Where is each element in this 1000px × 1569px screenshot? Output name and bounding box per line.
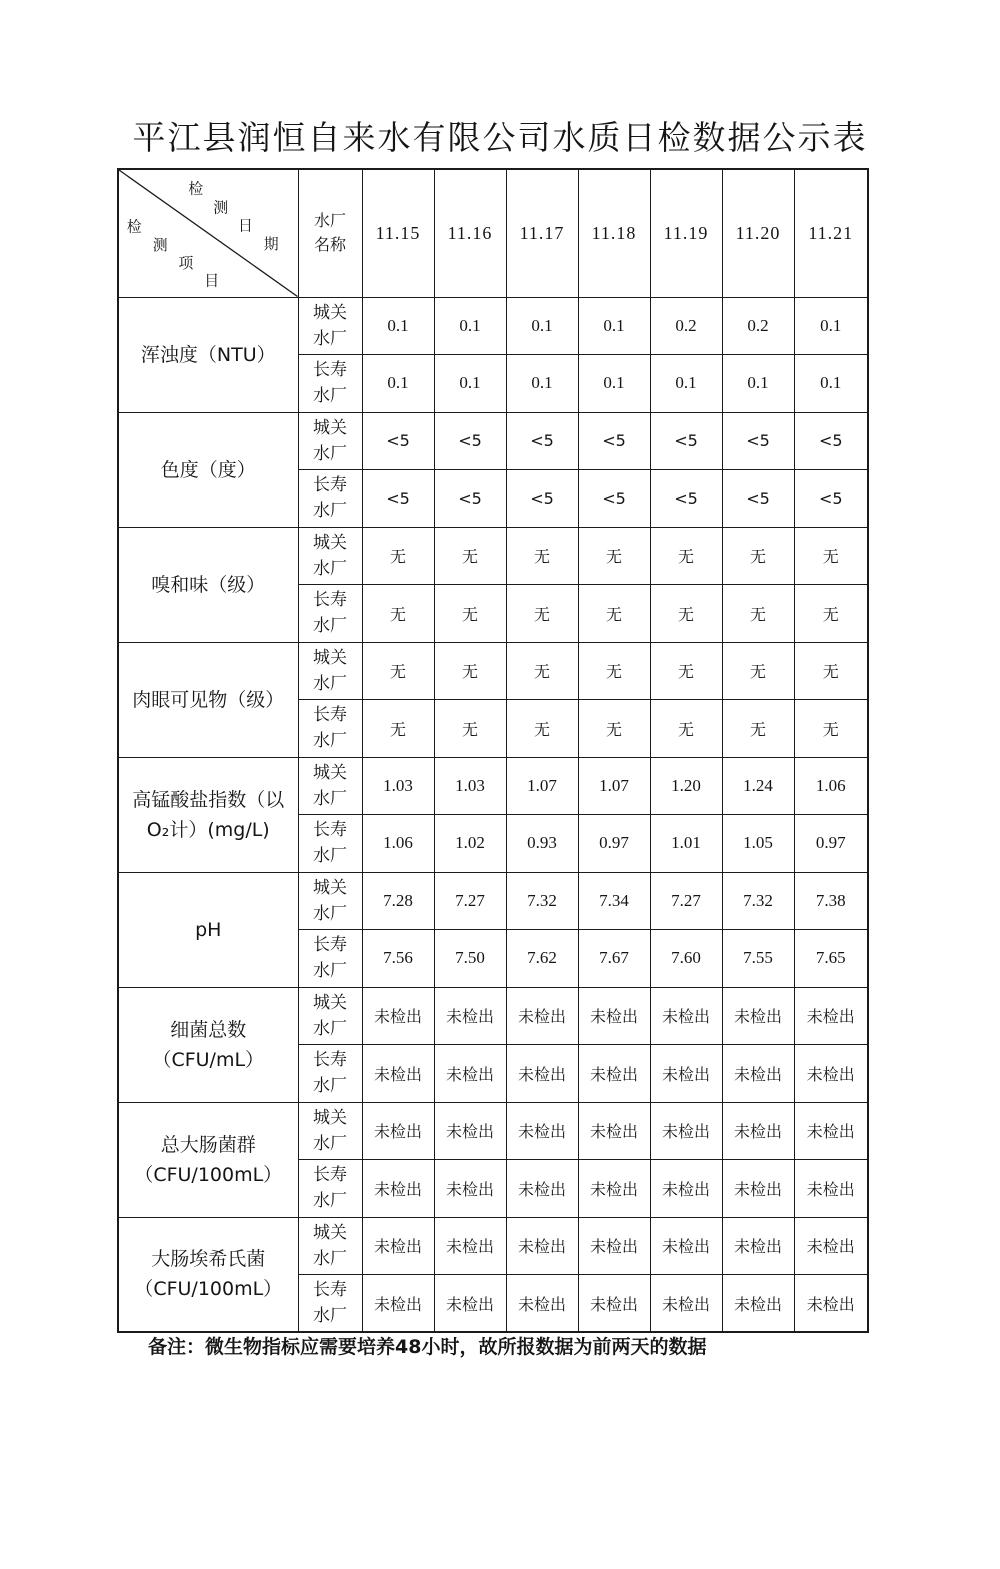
value-cell: 未检出: [578, 1275, 650, 1333]
value-cell: 未检出: [362, 1102, 434, 1160]
value-cell: 未检出: [650, 1217, 722, 1275]
plant-name-line: 长寿: [313, 475, 347, 496]
plant-name-line: 城关: [313, 647, 347, 668]
value-cell: 未检出: [722, 1045, 794, 1103]
value-cell: 7.60: [650, 930, 722, 988]
test-item-label: pH: [195, 918, 222, 941]
value-cell: 未检出: [722, 1160, 794, 1218]
plant-name-cell: [298, 355, 362, 413]
value-cell: <5: [794, 470, 868, 528]
value-cell: 未检出: [722, 987, 794, 1045]
value-cell: 未检出: [650, 987, 722, 1045]
test-item-cell: [118, 527, 298, 642]
plant-name-cell: [298, 527, 362, 585]
page-title: 平江县润恒自来水有限公司水质日检数据公示表: [132, 118, 868, 157]
plant-name-line: 城关: [313, 877, 347, 898]
table-row: [118, 1102, 868, 1160]
value-cell: 未检出: [650, 1102, 722, 1160]
value-cell: 1.07: [578, 757, 650, 815]
value-cell: <5: [362, 470, 434, 528]
value-cell: 无: [650, 527, 722, 585]
value-cell: 7.50: [434, 930, 506, 988]
value-cell: 无: [362, 585, 434, 643]
value-cell: 未检出: [578, 1217, 650, 1275]
table-row: [118, 872, 868, 930]
value-cell: 1.01: [650, 815, 722, 873]
value-cell: 无: [650, 585, 722, 643]
value-cell: 未检出: [722, 1275, 794, 1333]
value-cell: 1.06: [362, 815, 434, 873]
value-cell: 无: [434, 700, 506, 758]
value-cell: <5: [434, 412, 506, 470]
test-item-label: 嗅和味（级）: [151, 573, 266, 596]
plant-name-header: [298, 169, 362, 297]
table-row: [118, 527, 868, 585]
test-item-label: （CFU/100mL）: [134, 1278, 283, 1301]
plant-name-line: 水厂: [313, 673, 347, 694]
value-cell: 0.1: [506, 355, 578, 413]
value-cell: 无: [578, 642, 650, 700]
plant-name-line: 长寿: [313, 820, 347, 841]
plant-name-line: 水厂: [313, 1076, 347, 1097]
plant-name-cell: [298, 1275, 362, 1333]
plant-name-cell: [298, 872, 362, 930]
plant-name-line: 城关: [313, 532, 347, 553]
value-cell: <5: [578, 412, 650, 470]
value-cell: 0.1: [578, 297, 650, 355]
plant-header-line: 水厂: [313, 211, 346, 231]
value-cell: 未检出: [434, 1217, 506, 1275]
plant-name-line: 城关: [313, 417, 347, 438]
plant-name-cell: [298, 1045, 362, 1103]
plant-name-cell: [298, 930, 362, 988]
test-item-cell: [118, 1102, 298, 1217]
value-cell: 0.97: [578, 815, 650, 873]
test-item-cell: [118, 1217, 298, 1332]
test-item-label: 肉眼可见物（级）: [132, 688, 285, 711]
value-cell: 未检出: [578, 1102, 650, 1160]
corner-top-char: 检: [188, 180, 204, 198]
value-cell: 7.55: [722, 930, 794, 988]
corner-bottom-char: 检: [126, 218, 142, 236]
value-cell: 未检出: [506, 987, 578, 1045]
value-cell: 无: [794, 585, 868, 643]
value-cell: 0.1: [506, 297, 578, 355]
value-cell: 未检出: [794, 987, 868, 1045]
value-cell: 未检出: [362, 987, 434, 1045]
value-cell: 1.06: [794, 757, 868, 815]
plant-name-line: 水厂: [313, 1018, 347, 1039]
value-cell: 未检出: [794, 1045, 868, 1103]
value-cell: 0.1: [362, 297, 434, 355]
value-cell: 1.07: [506, 757, 578, 815]
plant-name-line: 水厂: [313, 558, 347, 579]
value-cell: <5: [722, 470, 794, 528]
plant-name-cell: [298, 1102, 362, 1160]
date-header: 11.18: [578, 169, 650, 297]
value-cell: <5: [794, 412, 868, 470]
value-cell: 未检出: [434, 1160, 506, 1218]
value-cell: 未检出: [434, 1045, 506, 1103]
value-cell: 0.1: [650, 355, 722, 413]
value-cell: 无: [650, 642, 722, 700]
value-cell: 未检出: [578, 1045, 650, 1103]
plant-name-line: 水厂: [313, 386, 347, 407]
test-item-cell: [118, 872, 298, 987]
plant-name-cell: [298, 700, 362, 758]
value-cell: <5: [362, 412, 434, 470]
date-header: 11.15: [362, 169, 434, 297]
value-cell: 0.1: [794, 355, 868, 413]
test-item-label: O₂计）(mg/L): [146, 818, 270, 841]
date-header: 11.20: [722, 169, 794, 297]
value-cell: 7.56: [362, 930, 434, 988]
value-cell: 0.1: [434, 355, 506, 413]
plant-name-line: 城关: [313, 302, 347, 323]
test-item-cell: [118, 642, 298, 757]
value-cell: 无: [578, 527, 650, 585]
plant-name-cell: [298, 297, 362, 355]
plant-name-line: 长寿: [313, 1050, 347, 1071]
value-cell: 无: [506, 700, 578, 758]
value-cell: 未检出: [650, 1045, 722, 1103]
value-cell: 1.05: [722, 815, 794, 873]
header-row: [118, 169, 868, 297]
value-cell: <5: [434, 470, 506, 528]
value-cell: 未检出: [362, 1275, 434, 1333]
plant-name-cell: [298, 1217, 362, 1275]
corner-bottom-char: 项: [178, 254, 194, 272]
corner-header-cell: [118, 169, 298, 297]
value-cell: 未检出: [722, 1217, 794, 1275]
value-cell: 未检出: [722, 1102, 794, 1160]
plant-name-line: 长寿: [313, 705, 347, 726]
value-cell: 无: [578, 700, 650, 758]
value-cell: 未检出: [794, 1102, 868, 1160]
value-cell: 未检出: [650, 1160, 722, 1218]
value-cell: 未检出: [362, 1160, 434, 1218]
table-row: [118, 757, 868, 815]
value-cell: 0.1: [578, 355, 650, 413]
value-cell: 0.1: [794, 297, 868, 355]
value-cell: 未检出: [506, 1045, 578, 1103]
plant-name-line: 城关: [313, 1107, 347, 1128]
test-item-label: 大肠埃希氏菌: [151, 1248, 266, 1271]
value-cell: 1.03: [434, 757, 506, 815]
value-cell: 无: [794, 527, 868, 585]
plant-name-line: 长寿: [313, 1280, 347, 1300]
plant-name-line: 城关: [313, 762, 347, 783]
value-cell: 未检出: [506, 1160, 578, 1218]
value-cell: 1.24: [722, 757, 794, 815]
plant-name-line: 水厂: [313, 1191, 347, 1212]
date-header: 11.16: [434, 169, 506, 297]
corner-top-char: 期: [263, 236, 279, 254]
value-cell: 7.38: [794, 872, 868, 930]
water-quality-table: [117, 168, 869, 1333]
value-cell: 无: [722, 585, 794, 643]
footnote: 备注：微生物指标应需要培养48小时，故所报数据为前两天的数据: [148, 1336, 707, 1358]
corner-top-char: 测: [213, 199, 229, 217]
test-item-label: 总大肠菌群: [160, 1133, 256, 1156]
value-cell: 无: [506, 585, 578, 643]
value-cell: 1.03: [362, 757, 434, 815]
value-cell: 7.27: [650, 872, 722, 930]
table-row: [118, 987, 868, 1045]
value-cell: 无: [722, 527, 794, 585]
plant-name-line: 水厂: [313, 1306, 347, 1326]
value-cell: 0.2: [650, 297, 722, 355]
value-cell: 无: [362, 700, 434, 758]
plant-name-line: 水厂: [313, 501, 347, 522]
plant-name-line: 水厂: [313, 903, 347, 924]
plant-header-line: 名称: [313, 235, 346, 255]
value-cell: 0.1: [434, 297, 506, 355]
plant-name-line: 水厂: [313, 788, 347, 809]
corner-bottom-char: 目: [204, 272, 220, 290]
value-cell: 未检出: [362, 1045, 434, 1103]
plant-name-line: 水厂: [313, 616, 347, 637]
test-item-label: （CFU/mL）: [152, 1048, 265, 1071]
plant-name-line: 长寿: [313, 590, 347, 611]
value-cell: <5: [650, 470, 722, 528]
value-cell: <5: [506, 470, 578, 528]
plant-name-line: 水厂: [313, 1133, 347, 1154]
value-cell: 0.97: [794, 815, 868, 873]
plant-name-line: 水厂: [313, 731, 347, 752]
date-header: 11.17: [506, 169, 578, 297]
value-cell: 无: [434, 527, 506, 585]
corner-diagonal: [119, 170, 298, 297]
value-cell: 7.32: [506, 872, 578, 930]
value-cell: 7.67: [578, 930, 650, 988]
value-cell: 无: [434, 642, 506, 700]
plant-name-cell: [298, 642, 362, 700]
plant-name-cell: [298, 470, 362, 528]
value-cell: <5: [722, 412, 794, 470]
value-cell: 未检出: [362, 1217, 434, 1275]
plant-name-line: 水厂: [313, 443, 347, 464]
test-item-cell: [118, 757, 298, 872]
test-item-label: 细菌总数: [170, 1018, 247, 1041]
plant-name-cell: [298, 585, 362, 643]
value-cell: 无: [722, 642, 794, 700]
value-cell: 7.27: [434, 872, 506, 930]
table-row: [118, 412, 868, 470]
value-cell: 7.34: [578, 872, 650, 930]
plant-name-line: 城关: [313, 992, 347, 1013]
value-cell: 未检出: [434, 1275, 506, 1333]
date-header: 11.21: [794, 169, 868, 297]
corner-bottom-char: 测: [152, 237, 168, 255]
corner-top-char: 日: [238, 217, 253, 235]
value-cell: 无: [362, 527, 434, 585]
value-cell: 1.20: [650, 757, 722, 815]
test-item-label: 浑浊度（NTU）: [140, 343, 276, 366]
value-cell: 7.65: [794, 930, 868, 988]
value-cell: 未检出: [434, 1102, 506, 1160]
value-cell: 未检出: [650, 1275, 722, 1333]
plant-name-cell: [298, 412, 362, 470]
value-cell: 无: [722, 700, 794, 758]
value-cell: 无: [794, 700, 868, 758]
plant-name-line: 长寿: [313, 360, 347, 381]
date-header: 11.19: [650, 169, 722, 297]
test-item-label: （CFU/100mL）: [134, 1163, 283, 1186]
plant-name-line: 水厂: [313, 961, 347, 982]
table-row: [118, 1217, 868, 1275]
plant-name-line: 长寿: [313, 1165, 347, 1186]
value-cell: <5: [506, 412, 578, 470]
test-item-cell: [118, 412, 298, 527]
value-cell: 无: [506, 642, 578, 700]
plant-name-line: 水厂: [313, 1248, 347, 1269]
plant-name-cell: [298, 1160, 362, 1218]
value-cell: 未检出: [506, 1217, 578, 1275]
value-cell: 未检出: [506, 1275, 578, 1333]
value-cell: 未检出: [578, 1160, 650, 1218]
test-item-label: 高锰酸盐指数（以: [132, 788, 285, 811]
value-cell: 未检出: [434, 987, 506, 1045]
test-item-cell: [118, 297, 298, 412]
plant-name-line: 城关: [313, 1222, 347, 1243]
value-cell: <5: [650, 412, 722, 470]
test-item-cell: [118, 987, 298, 1102]
plant-name-line: 水厂: [313, 328, 347, 349]
value-cell: 无: [578, 585, 650, 643]
value-cell: 0.1: [362, 355, 434, 413]
value-cell: <5: [578, 470, 650, 528]
plant-name-cell: [298, 757, 362, 815]
value-cell: 无: [794, 642, 868, 700]
value-cell: 未检出: [794, 1275, 868, 1333]
value-cell: 无: [506, 527, 578, 585]
value-cell: 未检出: [794, 1217, 868, 1275]
value-cell: 未检出: [506, 1102, 578, 1160]
value-cell: 无: [650, 700, 722, 758]
value-cell: 未检出: [794, 1160, 868, 1218]
plant-name-cell: [298, 987, 362, 1045]
value-cell: 无: [434, 585, 506, 643]
plant-name-line: 长寿: [313, 935, 347, 956]
value-cell: 未检出: [578, 987, 650, 1045]
value-cell: 7.28: [362, 872, 434, 930]
value-cell: 7.32: [722, 872, 794, 930]
value-cell: 0.93: [506, 815, 578, 873]
test-item-label: 色度（度）: [160, 458, 256, 481]
value-cell: 0.1: [722, 355, 794, 413]
plant-name-line: 水厂: [313, 846, 347, 867]
table-row: [118, 297, 868, 355]
value-cell: 无: [362, 642, 434, 700]
table-row: [118, 642, 868, 700]
value-cell: 1.02: [434, 815, 506, 873]
value-cell: 7.62: [506, 930, 578, 988]
plant-name-cell: [298, 815, 362, 873]
value-cell: 0.2: [722, 297, 794, 355]
